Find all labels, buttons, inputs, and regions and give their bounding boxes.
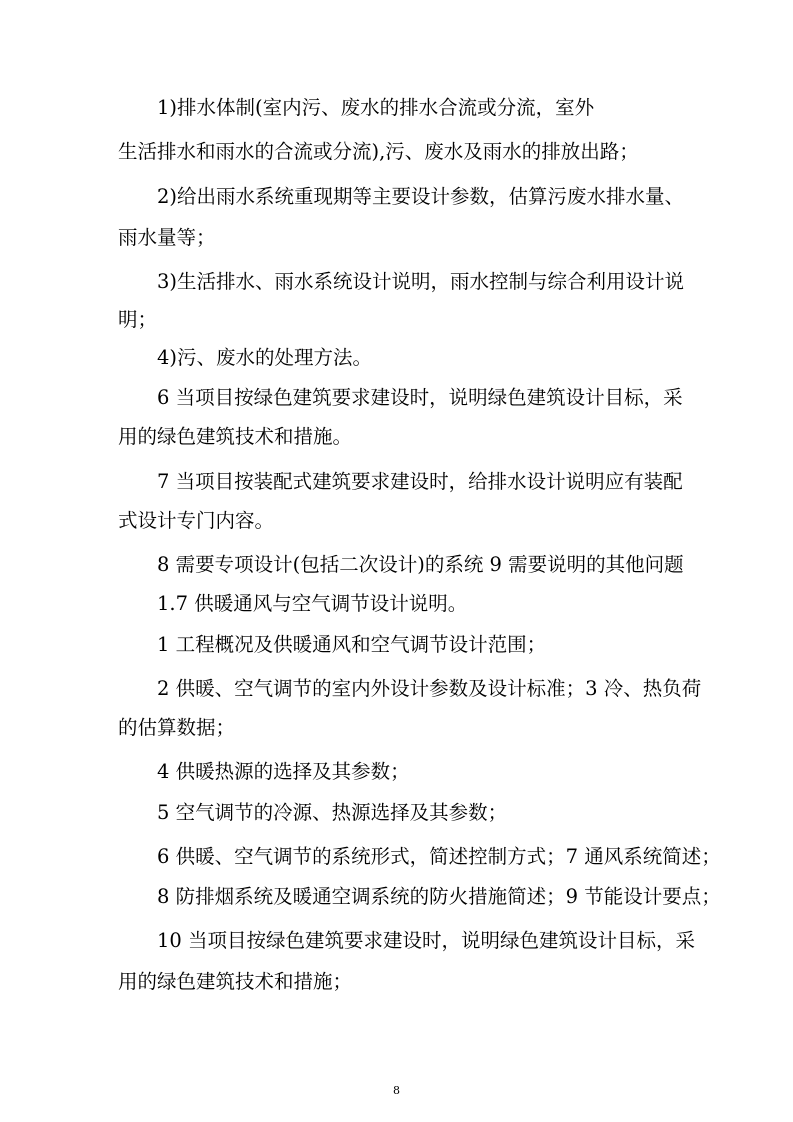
text-line: 3)生活排水、雨水系统设计说明，雨水控制与综合利用设计说: [157, 270, 685, 293]
text-line: 2 供暖、空气调节的室内外设计参数及设计标准；3 冷、热负荷: [157, 677, 702, 700]
text-line: 6 供暖、空气调节的系统形式，简述控制方式；7 通风系统简述；: [157, 845, 721, 868]
section-heading: 1.7 供暖通风与空气调节设计说明。: [157, 592, 468, 615]
text-line: 4)污、废水的处理方法。: [157, 346, 373, 369]
text-line: 4 供暖热源的选择及其参数；: [157, 760, 410, 783]
text-line: 6 当项目按绿色建筑要求建设时，说明绿色建筑设计目标，采: [157, 386, 683, 409]
text-line: 1)排水体制(室内污、废水的排水合流或分流，室外: [157, 96, 595, 119]
text-line: 雨水量等；: [118, 226, 216, 249]
text-line: 5 空气调节的冷源、热源选择及其参数；: [157, 801, 508, 824]
text-line: 生活排水和雨水的合流或分流),污、废水及雨水的排放出路；: [118, 140, 639, 163]
page-number: 8: [393, 1084, 400, 1097]
text-line: 明；: [118, 308, 158, 331]
text-line: 8 需要专项设计(包括二次设计)的系统 9 需要说明的其他问题: [157, 553, 684, 576]
text-line: 8 防排烟系统及暖通空调系统的防火措施简述；9 节能设计要点；: [157, 885, 721, 908]
text-line: 式设计专门内容。: [118, 509, 275, 532]
text-line: 10 当项目按绿色建筑要求建设时，说明绿色建筑设计目标，采: [157, 929, 696, 952]
text-line: 7 当项目按装配式建筑要求建设时，给排水设计说明应有装配: [157, 470, 683, 493]
text-line: 1 工程概况及供暖通风和空气调节设计范围；: [157, 633, 547, 656]
text-line: 的估算数据；: [118, 716, 236, 739]
text-line: 用的绿色建筑技术和措施。: [118, 425, 353, 448]
text-line: 2)给出雨水系统重现期等主要设计参数，估算污废水排水量、: [157, 185, 685, 208]
text-line: 用的绿色建筑技术和措施；: [118, 970, 353, 993]
